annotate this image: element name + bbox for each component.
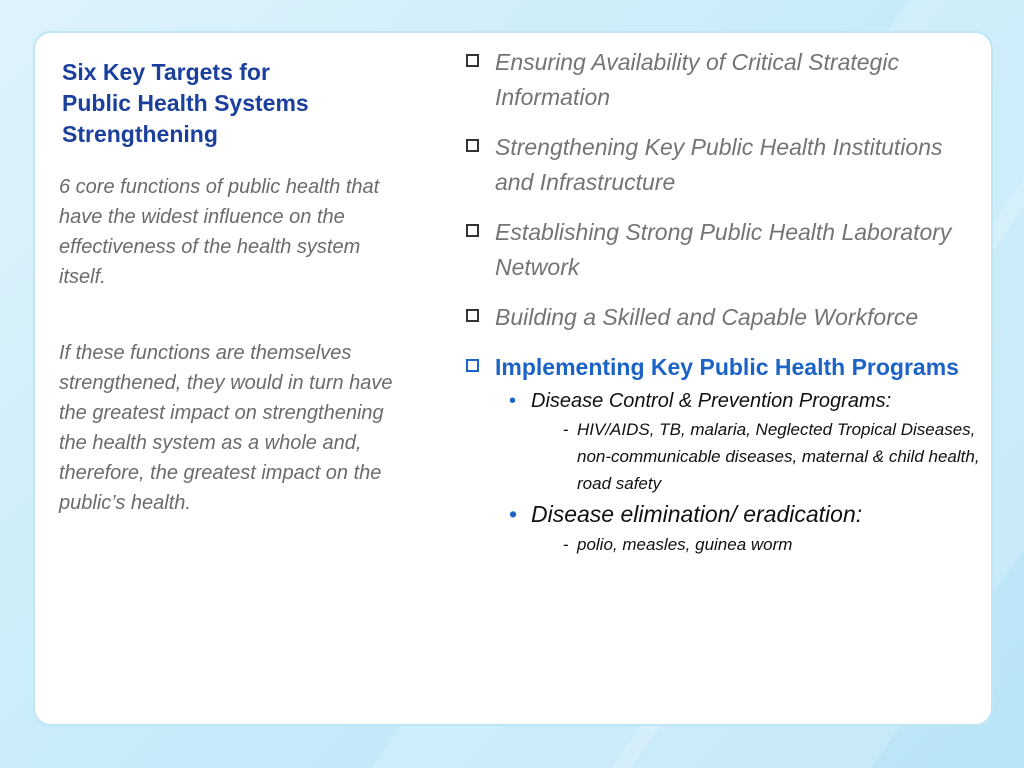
targets-list: [462, 45, 982, 573]
title-line: Strengthening: [62, 121, 218, 147]
program-detail: [495, 531, 982, 558]
checkbox-bullet-icon: [466, 139, 479, 152]
checkbox-bullet-icon: [466, 54, 479, 67]
target-label: Establishing Strong Public Health Laboratory Network: [495, 219, 952, 280]
checkbox-bullet-icon: [466, 359, 479, 372]
title-line: Public Health Systems: [62, 90, 309, 116]
bullet-dot-icon: •: [509, 390, 517, 412]
program-item: [495, 497, 982, 531]
target-item: [462, 45, 982, 115]
intro-paragraph: 6 core functions of public health that have the widest influence on the effectiveness of the health system itself.: [59, 176, 380, 288]
target-label: Strengthening Key Public Health Institutions and Infrastructure: [495, 134, 943, 195]
slide-title: [62, 57, 392, 150]
impact-paragraph: If these functions are themselves strengthened, they would in turn have the greatest impact on strengthening the health system as a whole and, therefore, the greatest impact on the public’s health.: [59, 342, 393, 514]
checkbox-bullet-icon: [466, 224, 479, 237]
bullet-dot-icon: •: [509, 501, 518, 527]
title-line: Six Key Targets for: [62, 59, 270, 85]
program-detail: [495, 416, 982, 497]
program-sublist: [495, 387, 982, 558]
dash-bullet-icon: -: [563, 535, 569, 554]
checkbox-bullet-icon: [466, 309, 479, 322]
program-label: Disease elimination/ eradication:: [531, 501, 863, 527]
program-label: Disease Control & Prevention Programs:: [531, 390, 892, 412]
program-detail-text: HIV/AIDS, TB, malaria, Neglected Tropical Diseases, non-communicable diseases, maternal & child health, road safety: [577, 420, 980, 493]
target-label: Building a Skilled and Capable Workforce: [495, 304, 919, 330]
program-detail-text: polio, measles, guinea worm: [577, 535, 793, 554]
target-label: Implementing Key Public Health Programs: [495, 354, 959, 380]
target-item: [462, 215, 982, 285]
target-label: Ensuring Availability of Critical Strategic Information: [495, 49, 899, 110]
target-item: [462, 130, 982, 200]
dash-bullet-icon: -: [563, 420, 569, 439]
target-item: [462, 300, 982, 335]
program-item: [495, 387, 982, 416]
target-item-highlighted: [462, 350, 982, 558]
